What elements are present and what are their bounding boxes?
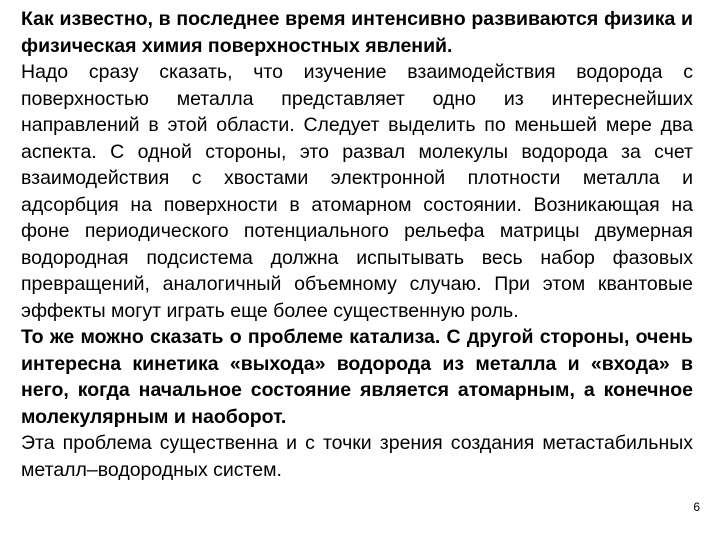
slide-body <box>21 6 693 483</box>
paragraph-metastable: Эта проблема существенна и с точки зрения создания метастабильных металл–водородных систем. <box>21 432 693 481</box>
page-number: 6 <box>693 500 700 514</box>
paragraph-catalysis: То же можно сказать о проблеме катализа. С другой стороны, очень интересна кинетика «выхода» водорода из металла и «входа» в него, когда начальное состояние является атомарным, а конечное молекулярным и наоборот. <box>21 326 693 428</box>
paragraph-hydrogen-surface: Надо сразу сказать, что изучение взаимодействия водорода с поверхностью металла представляет одно из интереснейших направлений в этой области. Следует выделить по меньшей мере два аспекта. С одной стороны, это развал молекулы водорода за счет взаимодействия с хвостами электронной плотности металла и адсорбция на поверхности в атомарном состоянии. Возникающая на фоне периодического потенциального рельефа матрицы двумерная водородная подсистема должна испытывать весь набор фазовых превращений, аналогичный объемному случаю. При этом квантовые эффекты могут играть еще более существенную роль. <box>21 61 693 322</box>
paragraph-intro: Как известно, в последнее время интенсивно развиваются физика и физическая химия поверхностных явлений. <box>21 8 693 57</box>
